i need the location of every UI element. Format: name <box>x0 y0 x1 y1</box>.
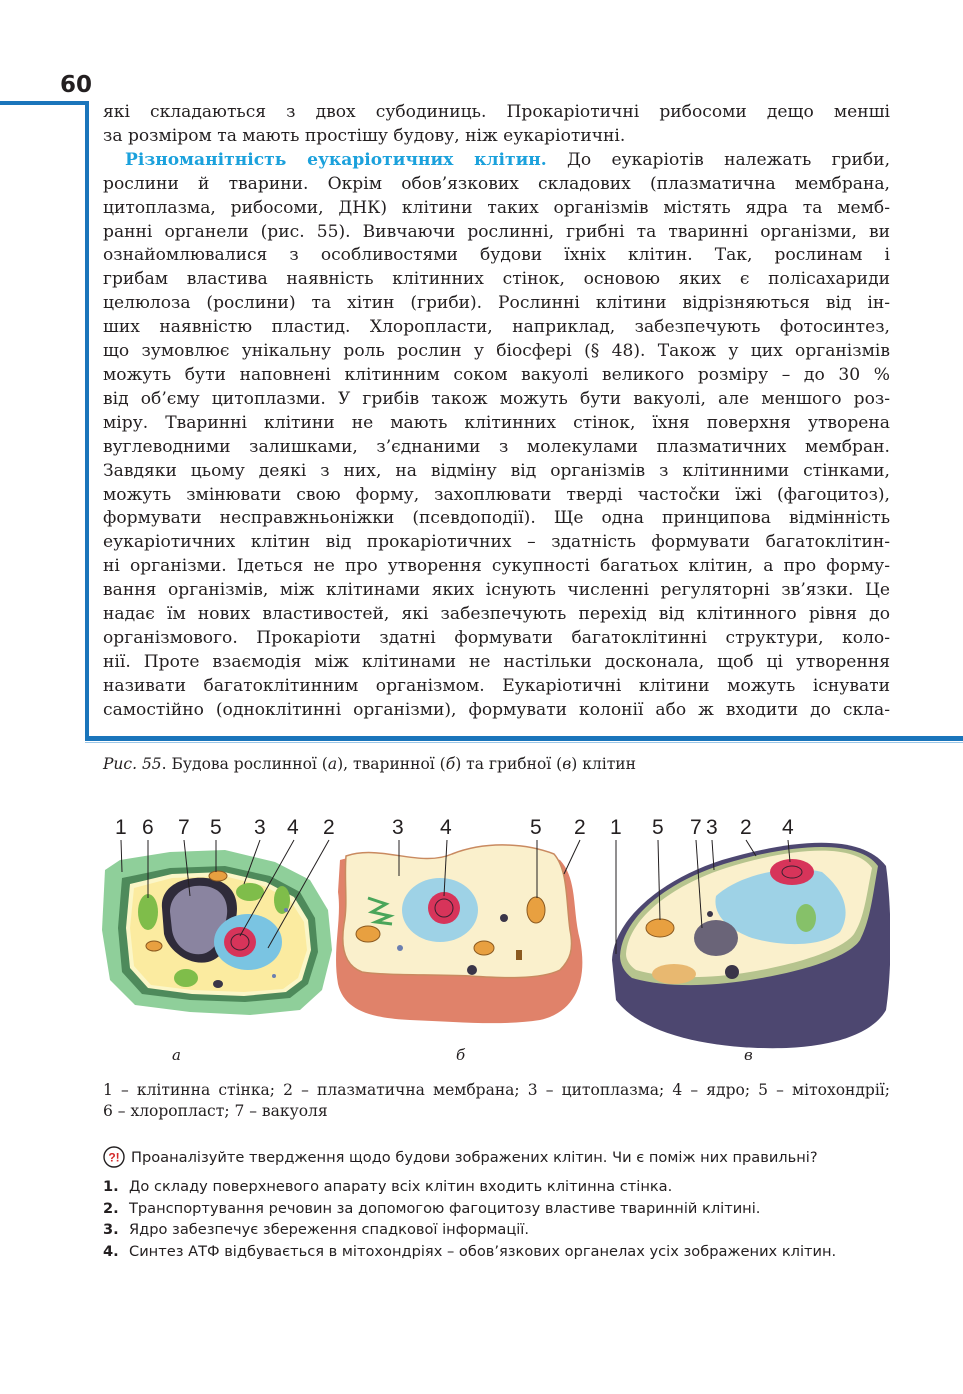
body-line <box>103 460 890 484</box>
question-item-text: Синтез АТФ відбувається в мітохондріях – обов’язкових органелах усіх зображених клітин. <box>129 1242 837 1260</box>
caption-text: . Будова рослинної ( <box>161 755 328 773</box>
question-item-text: Ядро забезпечує збереження спадкової інформації. <box>129 1221 530 1238</box>
body-line <box>103 699 890 723</box>
figure-ref: Рис. 55 <box>103 755 162 773</box>
body-text-segment: можуть змінювати свою форму, захоплювати тверді частočки їжі (фагоцитоз), <box>103 484 890 505</box>
label-c-1: 1 <box>610 816 622 839</box>
body-text-segment: До еукаріотів належать гриби, <box>546 149 890 170</box>
question-prompt: Проаналізуйте твердження щодо будови зображених клітин. Чи є поміж них правильні? <box>131 1148 818 1166</box>
body-text-segment: еукаріотичних клітин від прокаріотичних – здатність формувати багатоклітин- <box>103 532 890 553</box>
label-c-4: 4 <box>782 816 794 839</box>
body-line <box>103 292 890 316</box>
sub-labels <box>172 1046 753 1064</box>
label-b-5: 5 <box>530 816 542 839</box>
body-text-segment: надає їм нових властивостей, які забезпечують перехід від клітинного рівня до <box>103 604 890 625</box>
body-text-segment: целюлоза (рослини) та хітин (гриби). Рослинні клітини відрізняються від ін- <box>103 293 890 314</box>
label-a-7: 7 <box>178 816 190 839</box>
body-line <box>103 436 890 460</box>
body-text-segment: вуглеводними залишками, з’єднаними з молекулами плазматичних мембран. <box>103 436 890 457</box>
body-line <box>103 507 890 531</box>
page-number: 60 <box>60 72 93 98</box>
body-line <box>103 197 890 221</box>
body-line <box>103 627 890 651</box>
body-text-segment: ні організми. Ідеться не про утворення сукупності багатьох клітин, а про форму- <box>103 556 890 577</box>
label-b-4: 4 <box>440 816 452 839</box>
caption-c: в <box>562 755 572 773</box>
figure-legend <box>103 1080 890 1122</box>
question-item-number: 4. <box>103 1242 119 1260</box>
label-a-1: 1 <box>115 816 127 839</box>
body-text-segment: називати багатоклітинним організмом. Еукаріотичні клітини можуть існувати <box>103 675 890 696</box>
body-text-segment: ших наявністю пластид. Хлоропласти, наприклад, забезпечують фотосинтез, <box>103 317 890 338</box>
plant-cell-labels <box>115 816 335 839</box>
body-text-segment: можуть бути наповнені клітинним соком вакуолі великого розміру – до 30 % <box>103 364 890 385</box>
body-text-segment: цитоплазма, рибосоми, ДНК) клітини таких організмів містять ядра та мемб- <box>103 197 890 218</box>
cell-figure <box>100 800 890 1080</box>
body-line <box>103 244 890 268</box>
body-text-segment: вання організмів, між клітинами яких існують численні регуляторні зв’язки. Це <box>103 580 890 601</box>
label-a-2: 2 <box>323 816 335 839</box>
figure-caption <box>103 755 636 773</box>
label-c-7: 7 <box>690 816 702 839</box>
body-text-segment: самостійно (одноклітинні організми), формувати колонії або ж входити до скла- <box>103 699 890 720</box>
question-item <box>103 1198 893 1220</box>
caption-text: ), тваринної ( <box>337 755 446 773</box>
body-line <box>103 149 890 173</box>
body-text-segment: за розміром та мають простішу будову, ніж еукаріотичні. <box>103 125 626 146</box>
question-item-text: Транспортування речовин за допомогою фагоцитозу властиве тваринній клітині. <box>129 1199 761 1217</box>
body-line <box>103 531 890 555</box>
sub-label-c: в <box>744 1046 753 1064</box>
plant-cell-diagram <box>102 850 332 1015</box>
body-line <box>103 555 890 579</box>
body-text-segment: ранні органели (рис. 55). Вивчаючи рослинні, грибні та тваринні організми, ви <box>103 221 890 242</box>
label-a-5: 5 <box>210 816 222 839</box>
body-line <box>103 364 890 388</box>
body-text-segment: міру. Тваринні клітини не мають клітинних стінок, їхня поверхня утворена <box>103 412 890 433</box>
body-line <box>103 579 890 603</box>
caption-text: ) клітин <box>571 755 636 773</box>
body-line <box>103 412 890 436</box>
body-text-segment: які складаються з двох субодиниць. Прокаріотичні рибосоми дещо менші <box>103 102 890 122</box>
label-c-2: 2 <box>740 816 752 839</box>
body-text-segment: організмового. Прокаріоти здатні формувати багатоклітинні структури, коло- <box>103 627 890 648</box>
body-text-segment: ознайомлювалися з особливостями будови їхніх клітин. Так, рослинам і <box>103 245 890 266</box>
fungal-cell-labels <box>610 816 794 839</box>
body-line <box>103 101 890 125</box>
margin-rule-top <box>0 101 88 105</box>
caption-a: а <box>327 755 338 773</box>
question-list <box>103 1176 893 1262</box>
body-text-segment: від об’єму цитоплазми. У грибів також можуть бути вакуолі, але меншого роз- <box>103 388 890 409</box>
label-a-4: 4 <box>287 816 299 839</box>
sub-label-b: б <box>456 1046 466 1064</box>
question-header <box>103 1146 893 1168</box>
section-heading: Різноманітність еукаріотичних клітин. <box>125 149 547 170</box>
question-item-number: 2. <box>103 1199 119 1217</box>
question-item <box>103 1219 893 1241</box>
question-item <box>103 1176 893 1198</box>
body-line <box>103 603 890 627</box>
margin-rule-bottom <box>85 736 963 741</box>
body-line <box>103 675 890 699</box>
animal-cell-labels <box>392 816 586 839</box>
label-b-2: 2 <box>574 816 586 839</box>
question-item-text: До складу поверхневого апарату всіх клітин входить клітинна стінка. <box>129 1178 673 1195</box>
body-text-segment: нії. Проте взаємодія між клітинами не настільки досконала, щоб ці утворення <box>103 651 890 672</box>
body-line <box>103 388 890 412</box>
margin-rule-bottom-thin <box>85 742 963 743</box>
body-line <box>103 221 890 245</box>
body-text-segment: що зумовлює унікальну роль рослин у біосфері (§ 48). Також у цих організмів <box>103 341 890 362</box>
body-text-segment: Завдяки цьому деякі з них, на відміну від організмів з клітинними стінками, <box>103 460 890 481</box>
body-text-segment: формувати несправжньоніжки (псевдоподії). Ще одна принципова відмінність <box>103 508 890 529</box>
body-line <box>103 316 890 340</box>
legend-line-2: 6 – хлоропласт; 7 – вакуоля <box>103 1102 328 1120</box>
label-c-3: 3 <box>706 816 718 839</box>
caption-text: ) та грибної ( <box>455 755 563 773</box>
body-text-segment: рослини й тварини. Окрім обов’язкових складових (плазматична мембрана, <box>103 173 890 194</box>
question-item-number: 3. <box>103 1221 119 1238</box>
label-b-3: 3 <box>392 816 404 839</box>
legend-line-1: 1 – клітинна стінка; 2 – плазматична мембрана; 3 – цитоплазма; 4 – ядро; 5 – мітохондрії; <box>103 1081 890 1099</box>
body-line <box>103 173 890 197</box>
label-c-5: 5 <box>652 816 664 839</box>
body-line <box>103 340 890 364</box>
body-line <box>103 125 890 149</box>
body-line <box>103 651 890 675</box>
question-icon-text: ?! <box>108 1150 120 1165</box>
fungal-cell-diagram <box>612 843 890 1048</box>
caption-b: б <box>445 755 456 773</box>
label-a-3: 3 <box>254 816 266 839</box>
label-a-6: 6 <box>142 816 154 839</box>
body-text-segment: грибам властива наявність клітинних стінок, основою яких є полісахариди <box>103 269 890 290</box>
question-exclamation-icon <box>103 1146 125 1168</box>
body-line <box>103 484 890 508</box>
question-item <box>103 1241 893 1263</box>
question-item-number: 1. <box>103 1178 119 1195</box>
animal-cell-diagram <box>336 845 582 1023</box>
sub-label-a: а <box>172 1046 181 1064</box>
question-block <box>103 1146 893 1262</box>
body-line <box>103 268 890 292</box>
body-text <box>103 101 890 723</box>
margin-rule-left <box>85 101 89 739</box>
